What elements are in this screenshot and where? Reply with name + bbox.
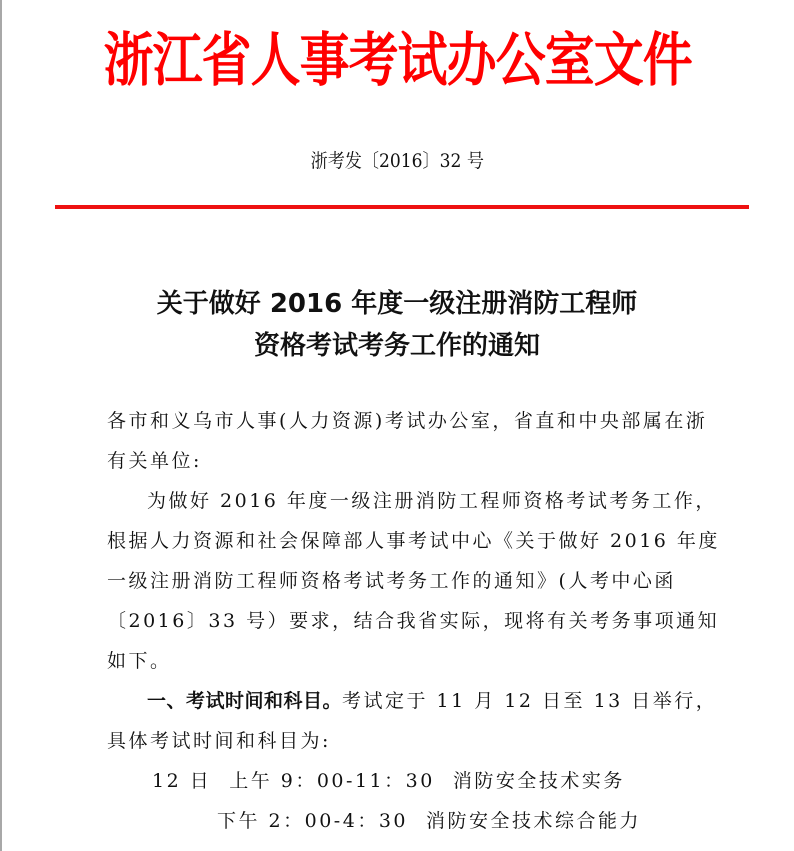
- addressee-line-1: 各市和义乌市人事(人力资源)考试办公室，省直和中央部属在浙: [107, 410, 708, 432]
- section-1-line-1: [107, 681, 718, 721]
- section-1-heading: 一、考试时间和科目。: [147, 690, 343, 712]
- paragraph-line: 一级注册消防工程师资格考试考务工作的通知》(人考中心函: [107, 570, 676, 592]
- schedule-row: [107, 761, 707, 801]
- addressee-line-2: 有关单位:: [107, 450, 202, 472]
- schedule-session: 下午 2：00-4：30: [217, 810, 408, 832]
- section-1-line-2: 具体考试时间和科目为:: [107, 730, 331, 752]
- title-line-1: 关于做好 2016 年度一级注册消防工程师: [156, 289, 638, 319]
- paragraph-line: 为做好 2016 年度一级注册消防工程师资格考试考务工作，: [147, 490, 717, 512]
- notice-title: [0, 283, 794, 367]
- schedule-subject: 消防安全技术综合能力: [426, 810, 642, 832]
- page-left-border: [0, 0, 2, 851]
- paragraph-line: 如下。: [107, 650, 172, 672]
- paragraph-line: 〔2016〕33 号）要求，结合我省实际，现将有关考务事项通知: [107, 610, 720, 632]
- notice-body: [107, 401, 720, 841]
- paragraph-line: 根据人力资源和社会保障部人事考试中心《关于做好 2016 年度: [107, 530, 720, 552]
- schedule-session: 上午 9：00-11：30: [229, 770, 435, 792]
- title-line-2: 资格考试考务工作的通知: [253, 331, 540, 361]
- schedule-row: [107, 801, 707, 841]
- schedule-subject: 消防安全技术实务: [452, 770, 625, 792]
- section-1-text: 考试定于 11 月 12 日至 13 日举行，: [342, 690, 718, 712]
- red-divider-rule: [55, 205, 749, 209]
- schedule-day: 12 日: [152, 770, 212, 792]
- document-number: 浙考发〔2016〕32 号: [310, 150, 484, 172]
- document-masthead: 浙江省人事考试办公室文件: [103, 26, 692, 94]
